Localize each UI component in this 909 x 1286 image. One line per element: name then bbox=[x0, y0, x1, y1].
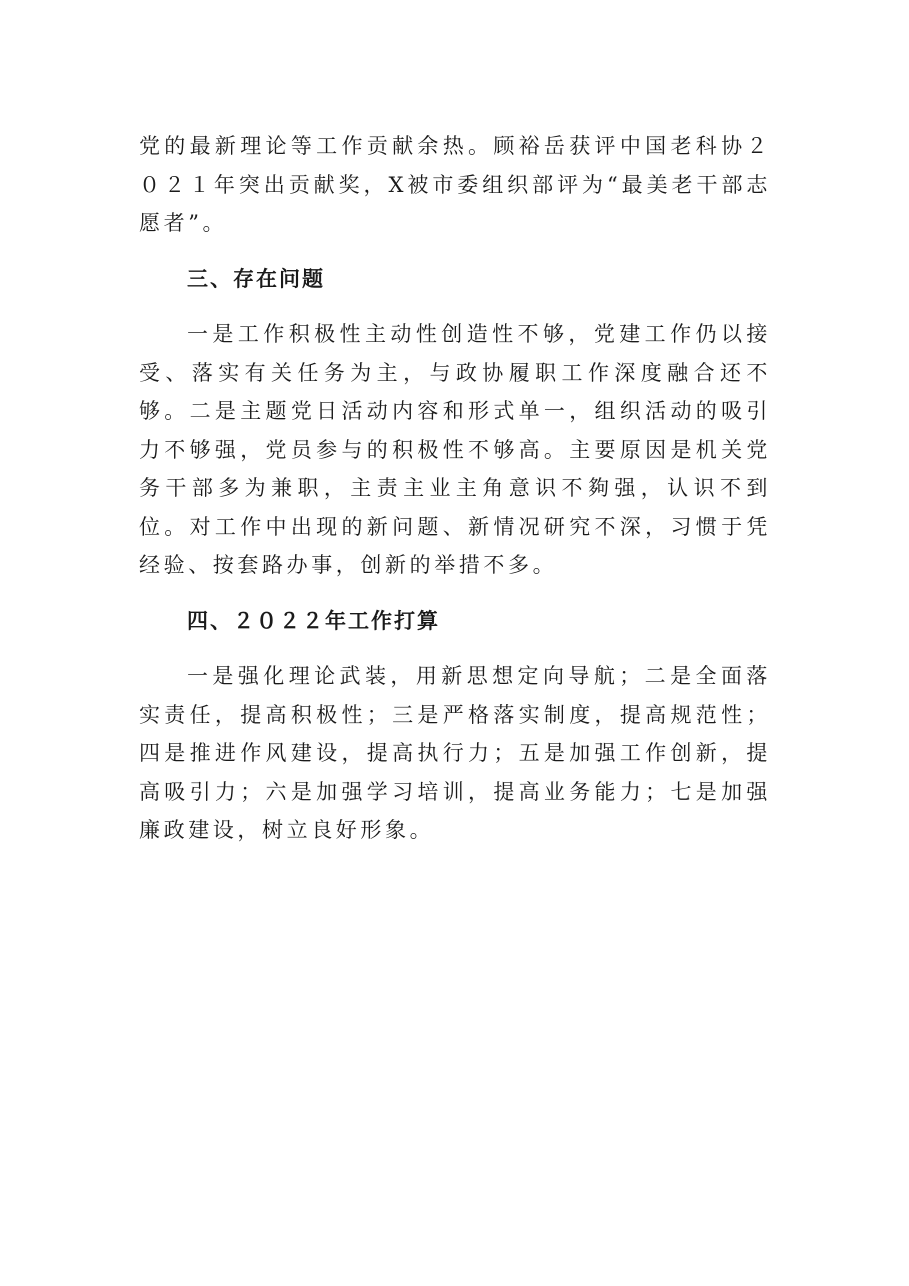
section-heading-2022-plan: 四、２０２２年工作打算 bbox=[187, 608, 440, 633]
document-body bbox=[139, 127, 771, 850]
paragraph-continuation: 党的最新理论等工作贡献余热。顾裕岳获评中国老科协２０２１年突出贡献奖，X被市委组织部评为“最美老干部志愿者”。 bbox=[139, 134, 771, 235]
paragraph-plan: 一是强化理论武装，用新思想定向导航；二是全面落实责任，提高积极性；三是严格落实制度，提高规范性；四是推进作风建设，提高执行力；五是加强工作创新，提高吸引力；六是加强学习培训，提高业务能力；七是加强廉政建设，树立良好形象。 bbox=[139, 664, 771, 842]
paragraph-problems: 一是工作积极性主动性创造性不够，党建工作仍以接受、落实有关任务为主，与政协履职工作深度融合还不够。二是主题党日活动内容和形式单一，组织活动的吸引力不够强，党员参与的积极性不够高。主要原因是机关党务干部多为兼职，主责主业主角意识不夠强，认识不到位。对工作中出现的新问题、新情况研究不深，习惯于凭经验、按套路办事，创新的举措不多。 bbox=[139, 322, 771, 577]
section-heading-problems: 三、存在问题 bbox=[187, 266, 325, 291]
